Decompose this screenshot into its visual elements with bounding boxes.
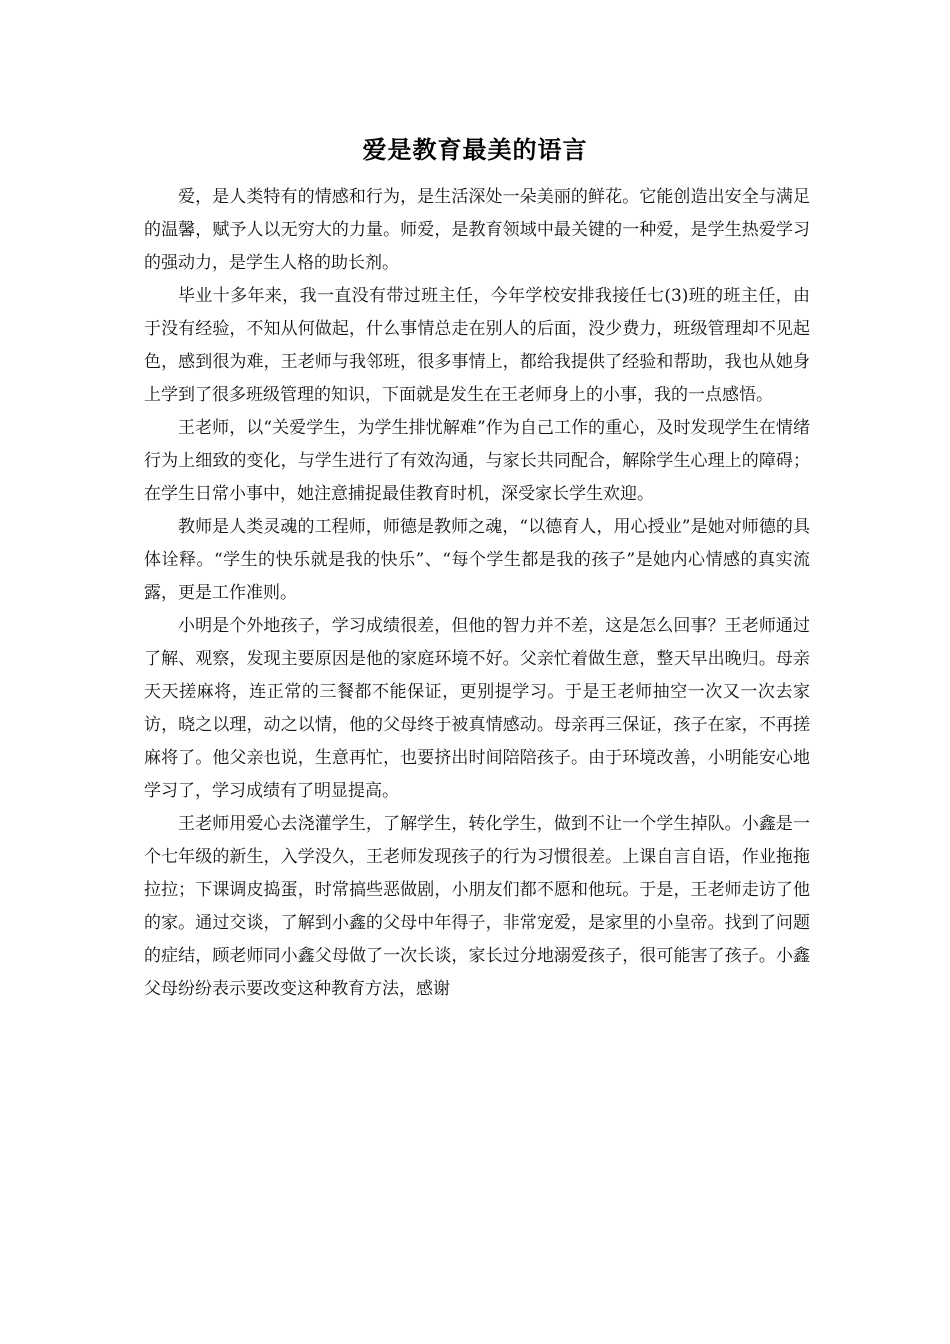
document-title: 爱是教育最美的语言 xyxy=(362,135,588,164)
document-body xyxy=(144,181,810,1006)
paragraph-4: 教师是人类灵魂的工程师，师德是教师之魂，“以德育人，用心授业”是她对师德的具体诠释。“学生的快乐就是我的快乐”、“每个学生都是我的孩子”是她内心情感的真实流露，更是工作准则。 xyxy=(144,517,810,603)
paragraph-2: 毕业十多年来，我一直没有带过班主任，今年学校安排我接任七(3)班的班主任，由于没有经验，不知从何做起，什么事情总走在别人的后面，没少费力，班级管理却不见起色，感到很为难，王老师与我邻班，很多事情上，都给我提供了经验和帮助，我也从她身上学到了很多班级管理的知识，下面就是发生在王老师身上的小事，我的一点感悟。 xyxy=(144,286,810,405)
paragraph-6: 王老师用爱心去浇灌学生，了解学生，转化学生，做到不让一个学生掉队。小鑫是一个七年级的新生，入学没久，王老师发现孩子的行为习惯很差。上课自言自语，作业拖拖拉拉；下课调皮捣蛋，时常搞些恶做剧，小朋友们都不愿和他玩。于是，王老师走访了他的家。通过交谈，了解到小鑫的父母中年得子，非常宠爱，是家里的小皇帝。找到了问题的症结，顾老师同小鑫父母做了一次长谈，家长过分地溺爱孩子，很可能害了孩子。小鑫父母纷纷表示要改变这种教育方法，感谢 xyxy=(144,814,810,999)
paragraph-1: 爱，是人类特有的情感和行为，是生活深处一朵美丽的鲜花。它能创造出安全与满足的温馨，赋予人以无穷大的力量。师爱，是教育领域中最关键的一种爱，是学生热爱学习的强动力，是学生人格的助长剂。 xyxy=(144,187,810,273)
paragraph-3: 王老师，以“关爱学生，为学生排忧解难”作为自己工作的重心，及时发现学生在情绪行为上细致的变化，与学生进行了有效沟通，与家长共同配合，解除学生心理上的障碍；在学生日常小事中，她注意捕捉最佳教育时机，深受家长学生欢迎。 xyxy=(144,418,810,504)
paragraph-5: 小明是个外地孩子，学习成绩很差，但他的智力并不差，这是怎么回事？王老师通过了解、观察，发现主要原因是他的家庭环境不好。父亲忙着做生意，整天早出晚归。母亲天天搓麻将，连正常的三餐都不能保证，更别提学习。于是王老师抽空一次又一次去家访，晓之以理，动之以情，他的父母终于被真情感动。母亲再三保证，孩子在家，不再搓麻将了。他父亲也说，生意再忙，也要挤出时间陪陪孩子。由于环境改善，小明能安心地学习了，学习成绩有了明显提高。 xyxy=(144,616,810,801)
